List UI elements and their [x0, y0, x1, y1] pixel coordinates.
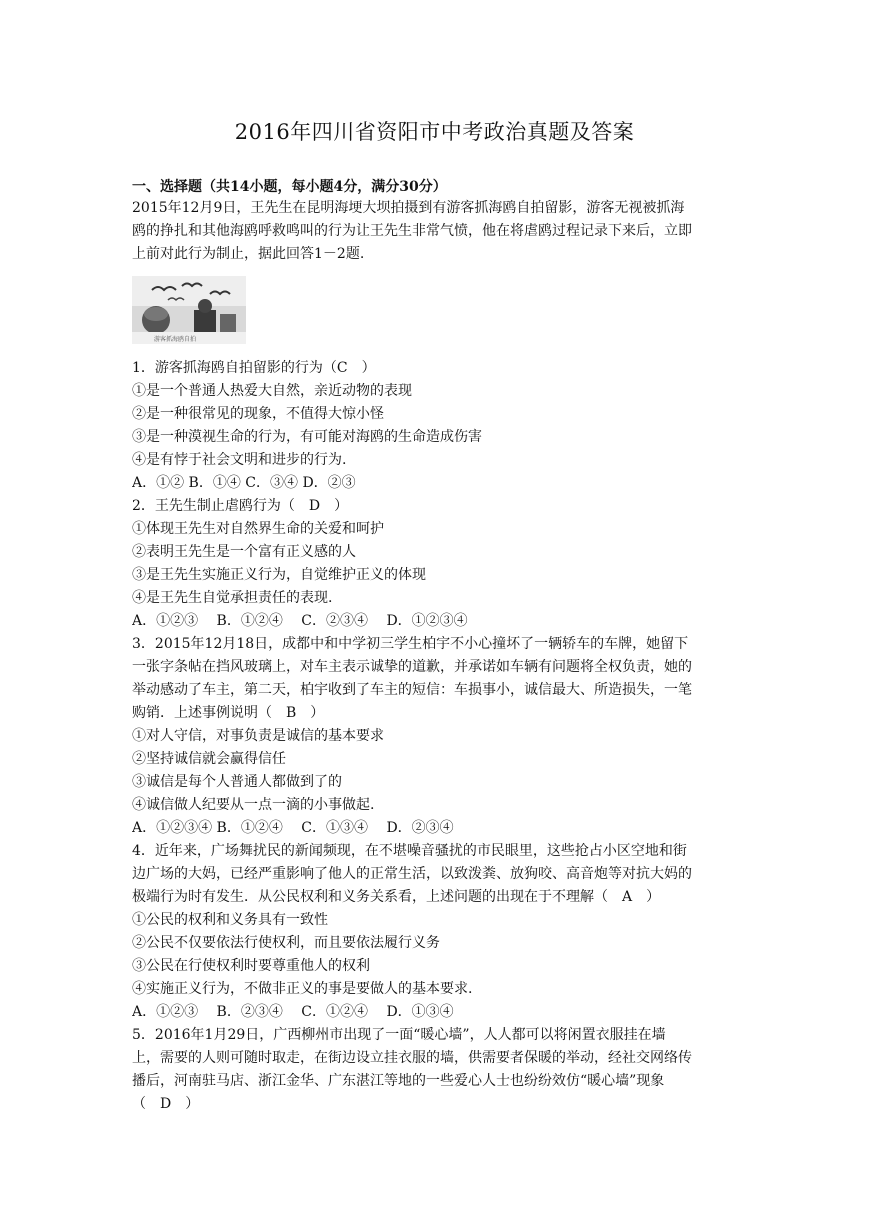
question-line: ④诚信做人纪要从一点一滴的小事做起. [132, 797, 375, 813]
question-line: 举动感动了车主，第二天，柏宇收到了车主的短信：车损事小，诚信最大、所造损失，一笔 [132, 682, 692, 698]
seagull-photo [132, 276, 246, 344]
section-heading: 一、选择题（共14小题，每小题4分，满分30分） [132, 179, 447, 195]
question-line: A．①② B．①④ C．③④ D．②③ [132, 475, 356, 491]
question-line: ④是有悖于社会文明和进步的行为. [132, 452, 347, 468]
question-line: 1．游客抓海鸥自拍留影的行为（C ） [132, 360, 376, 376]
questions-block [132, 357, 740, 1116]
question-line: ②坚持诚信就会赢得信任 [132, 751, 286, 767]
question-line: A．①②③ B．②③④ C．①②④ D．①③④ [132, 1004, 454, 1020]
question-line: （ D ） [132, 1096, 200, 1112]
question-line: ②公民不仅要依法行使权利，而且要依法履行义务 [132, 935, 440, 951]
question-line: ③是一种漠视生命的行为，有可能对海鸥的生命造成伤害 [132, 429, 482, 445]
question-line: 4．近年来，广场舞扰民的新闻频现，在不堪噪音骚扰的市民眼里，这些抢占小区空地和街 [132, 843, 687, 859]
question-line: ③是王先生实施正义行为，自觉维护正义的体现 [132, 567, 426, 583]
question-line: 一张字条帖在挡风玻璃上，对车主表示诚挚的道歉，并承诺如车辆有问题将全权负责，她的 [132, 659, 692, 675]
question-line: ④是王先生自觉承担责任的表现. [132, 590, 333, 606]
seagull-photo-image [132, 276, 246, 344]
text-line: 2015年12月9日，王先生在昆明海埂大坝拍摄到有游客抓海鸥自拍留影，游客无视被抓海 [132, 200, 685, 216]
question-line: ①公民的权利和义务具有一致性 [132, 912, 328, 928]
text-line: 上前对此行为制止，据此回答1－2题. [132, 246, 365, 262]
question-line: ②表明王先生是一个富有正义感的人 [132, 544, 356, 560]
photo-caption: 游客抓海鸥自拍 [154, 336, 197, 343]
question-line: 3．2015年12月18日，成都中和中学初三学生柏宇不小心撞坏了一辆轿车的车牌，她留下 [132, 636, 689, 652]
question-line: 播后，河南驻马店、浙江金华、广东湛江等地的一些爱心人士也纷纷效仿“暖心墙”现象 [132, 1073, 665, 1089]
question-line: 上，需要的人则可随时取走，在街边设立挂衣服的墙，供需要者保暖的举动，经社交网络传 [132, 1050, 692, 1066]
question-line: A．①②③ B．①②④ C．②③④ D．①②③④ [132, 613, 468, 629]
document-title: 2016年四川省资阳市中考政治真题及答案 [234, 120, 635, 144]
question-line: 购销．上述事例说明（ B ） [132, 705, 325, 721]
question-line: 边广场的大妈，已经严重影响了他人的正常生活，以致泼粪、放狗咬、高音炮等对抗大妈的 [132, 866, 692, 882]
intro-paragraph [132, 197, 740, 266]
question-line: ③诚信是每个人普通人都做到了的 [132, 774, 342, 790]
question-line: ①是一个普通人热爱大自然，亲近动物的表现 [132, 383, 412, 399]
text-line: 鸥的挣扎和其他海鸥呼救鸣叫的行为让王先生非常气愤，他在将虐鸥过程记录下来后，立即 [132, 223, 692, 239]
question-line: A．①②③④ B．①②④ C．①③④ D．②③④ [132, 820, 454, 836]
question-line: ①对人守信，对事负责是诚信的基本要求 [132, 728, 384, 744]
question-line: ①体现王先生对自然界生命的关爱和呵护 [132, 521, 384, 537]
question-line: 极端行为时有发生．从公民权利和义务关系看，上述问题的出现在于不理解（ A ） [132, 889, 661, 905]
question-line: ④实施正义行为，不做非正义的事是要做人的基本要求. [132, 981, 473, 997]
question-line: ②是一种很常见的现象，不值得大惊小怪 [132, 406, 384, 422]
question-line: 5．2016年1月29日，广西柳州市出现了一面“暖心墙”，人人都可以将闲置衣服挂在墙 [132, 1027, 666, 1043]
question-line: 2．王先生制止虐鸥行为（ D ） [132, 498, 349, 514]
question-line: ③公民在行使权利时要尊重他人的权利 [132, 958, 370, 974]
